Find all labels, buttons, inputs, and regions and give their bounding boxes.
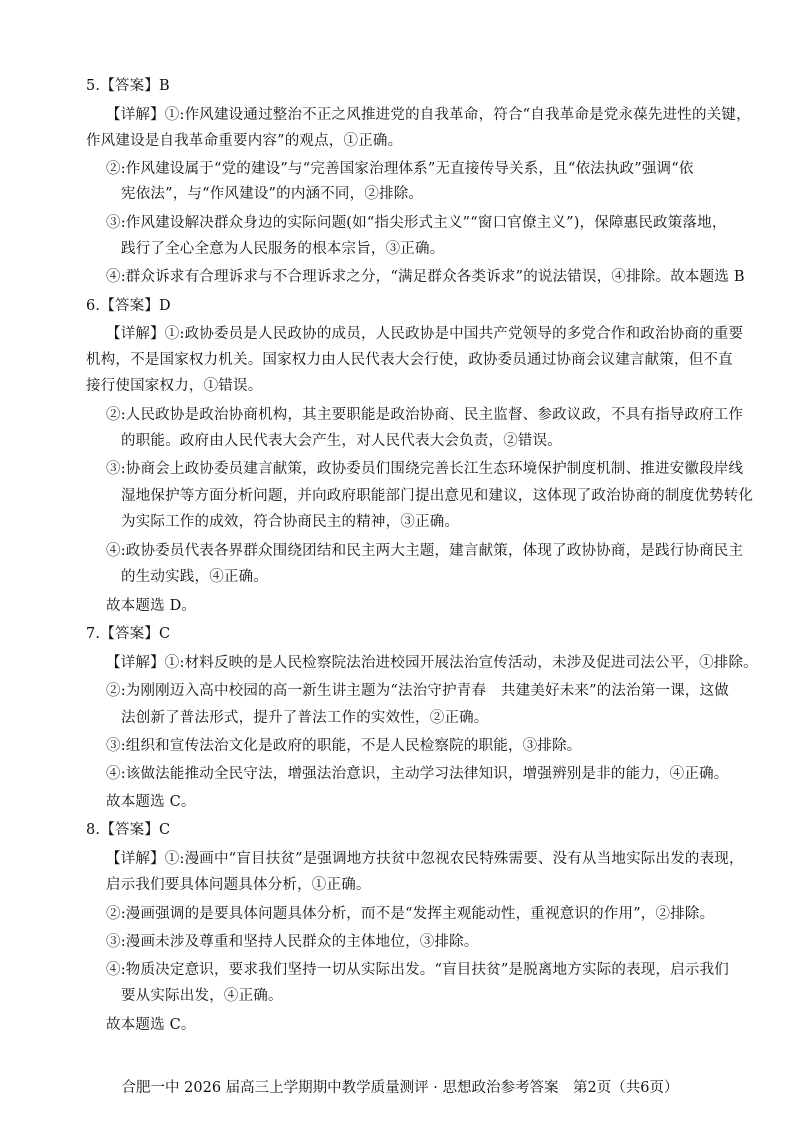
q7-line: 法创新了普法形式，提升了普法工作的实效性，②正确。 bbox=[121, 710, 489, 726]
q7-line: ④:该做法能推动全民守法，增强法治意识，主动学习法律知识，增强辨别是非的能力，④正确。 bbox=[106, 766, 729, 782]
q6-line: ④:政协委员代表各界群众围绕团结和民主两大主题，建言献策，体现了政协协商，是践行协商民主 bbox=[106, 543, 744, 559]
q6-line: 的生动实践，④正确。 bbox=[121, 569, 268, 585]
q5-line: 践行了全心全意为人民服务的根本宗旨，③正确。 bbox=[121, 241, 445, 257]
q8-conclusion: 故本题选 C。 bbox=[106, 1017, 196, 1033]
q6-line: 【详解】①:政协委员是人民政协的成员，人民政协是中国共产党领导的多党合作和政治协商的重要 bbox=[106, 326, 744, 342]
q5-line: 宪依法”，与“作风建设”的内涵不同，②排除。 bbox=[121, 186, 424, 202]
q8-line: ②:漫画强调的是要具体问题具体分析，而不是“发挥主观能动性，重视意识的作用”，②排除。 bbox=[106, 906, 715, 922]
q5-line: ②:作风建设属于“党的建设”与“完善国家治理体系”无直接传导关系，且“依法执政”强调“依 bbox=[106, 161, 694, 177]
q7-answer-header: 7.【答案】C bbox=[86, 626, 171, 642]
q5-line: 作风建设是自我革命重要内容”的观点，①正确。 bbox=[86, 133, 403, 149]
q5-line: 【详解】①:作风建设通过整治不正之风推进党的自我革命，符合“自我革命是党永葆先进性的关键， bbox=[106, 107, 751, 123]
q6-conclusion: 故本题选 D。 bbox=[106, 598, 197, 614]
q6-line: 湿地保护等方面分析问题，并向政府职能部门提出意见和建议，这体现了政治协商的制度优势转化 bbox=[121, 488, 754, 504]
q8-line: 启示我们要具体问题具体分析，①正确。 bbox=[106, 877, 371, 893]
q8-line: ④:物质决定意识，要求我们坚持一切从实际出发。“盲目扶贫”是脱离地方实际的表现，启示我们 bbox=[106, 962, 730, 978]
q7-line: ②:为刚刚迈入高中校园的高一新生讲主题为“法治守护青春 共建美好未来”的法治第一课，这做 bbox=[106, 683, 730, 699]
q7-line: ③:组织和宣传法治文化是政府的职能，不是人民检察院的职能，③排除。 bbox=[106, 738, 582, 754]
q6-line: ②:人民政协是政治协商机构，其主要职能是政治协商、民主监督、参政议政，不具有指导政府工作 bbox=[106, 407, 744, 423]
q7-conclusion: 故本题选 C。 bbox=[106, 794, 196, 810]
q6-line: 接行使国家权力，①错误。 bbox=[86, 378, 263, 394]
q5-answer-header: 5.【答案】B bbox=[86, 78, 170, 94]
page-footer: 合肥一中 2026 届高三上学期期中教学质量测评 · 思想政治参考答案 第2页（共6页） bbox=[121, 1080, 679, 1096]
q6-line: ③:协商会上政协委员建言献策，政协委员们围绕完善长江生态环境保护制度机制、推进安徽段岸线 bbox=[106, 461, 744, 477]
q6-line: 机构，不是国家权力机关。国家权力由人民代表大会行使，政协委员通过协商会议建言献策，但不直 bbox=[86, 352, 733, 368]
q8-answer-header: 8.【答案】C bbox=[86, 822, 171, 838]
q6-line: 的职能。政府由人民代表大会产生，对人民代表大会负责，②错误。 bbox=[121, 433, 562, 449]
q8-line: ③:漫画未涉及尊重和坚持人民群众的主体地位，③排除。 bbox=[106, 934, 479, 950]
q8-line: 要从实际出发，④正确。 bbox=[121, 988, 283, 1004]
q8-line: 【详解】①:漫画中“盲目扶贫”是强调地方扶贫中忽视农民特殊需要、没有从当地实际出发的表现， bbox=[106, 851, 744, 867]
q5-line: ③:作风建设解决群众身边的实际问题(如“指尖形式主义”“窗口官僚主义”)，保障惠民政策落地， bbox=[106, 215, 727, 231]
q5-line: ④:群众诉求有合理诉求与不合理诉求之分，“满足群众各类诉求”的说法错误，④排除。故本题选 B bbox=[106, 269, 745, 285]
q6-line: 为实际工作的成效，符合协商民主的精神，③正确。 bbox=[121, 514, 460, 530]
q6-answer-header: 6.【答案】D bbox=[86, 298, 171, 314]
q7-line: 【详解】①:材料反映的是人民检察院法治进校园开展法治宣传活动，未涉及促进司法公平，①排除。 bbox=[106, 655, 758, 671]
